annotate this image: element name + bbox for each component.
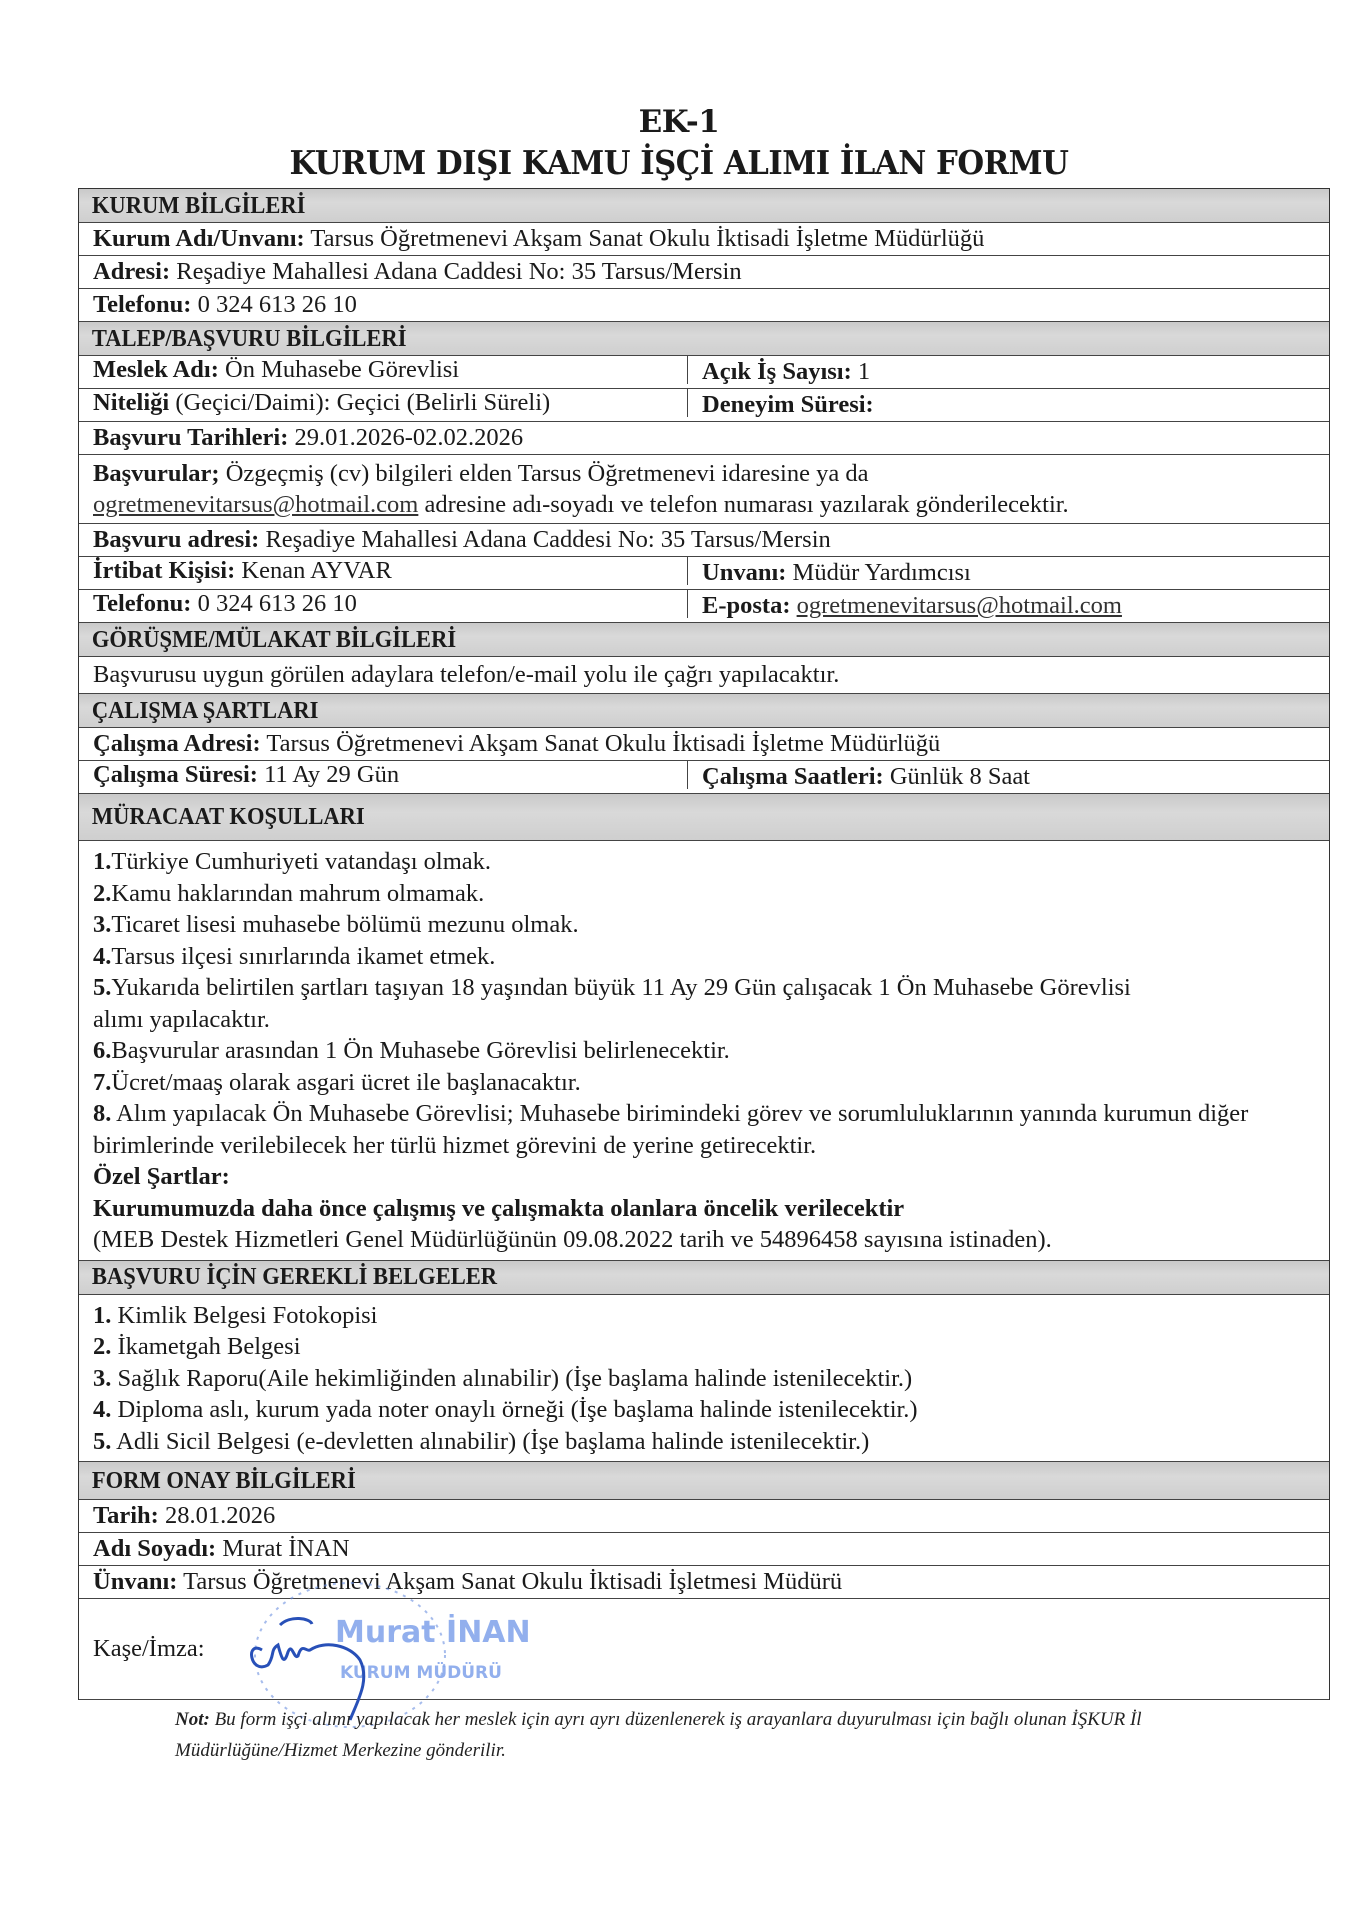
field-label: İrtibat Kişisi: <box>93 557 236 584</box>
stamp-title: KURUM MÜDÜRÜ <box>340 1663 502 1683</box>
special-conditions-ref: (MEB Destek Hizmetleri Genel Müdürlüğünün 09.08.2022 tarih ve 54896458 sayısına istinaden). <box>93 1226 1052 1253</box>
documents-body <box>79 1295 1329 1463</box>
field-label: Niteliği <box>93 389 170 416</box>
list-item: 1. Kimlik Belgesi Fotokopisi <box>93 1301 378 1329</box>
field-value: Murat İNAN <box>222 1535 350 1562</box>
field-value: Özgeçmiş (cv) bilgileri elden Tarsus Öğretmenevi idaresine ya da <box>225 460 869 487</box>
kurum-address-row <box>79 256 1329 289</box>
applications-row <box>79 455 1329 524</box>
annex-label: EK-1 <box>638 104 720 140</box>
note-text: Bu form işçi alımı yapılacak her meslek için ayrı ayrı düzenlenerek iş arayanlara duyurulması için bağlı olunan İŞKUR İl Müdürlüğüne/Hizmet Merkezine gönderilir. <box>175 1709 1142 1761</box>
field-value: Müdür Yardımcısı <box>792 559 971 586</box>
job-row <box>79 356 1329 389</box>
section-title: FORM ONAY BİLGİLERİ <box>91 1466 356 1494</box>
list-item: 2.Kamu haklarından mahrum olmamak. <box>93 879 485 907</box>
section-title: ÇALIŞMA ŞARTLARI <box>91 696 319 724</box>
section-title: TALEP/BAŞVURU BİLGİLERİ <box>91 324 407 352</box>
approval-date-row <box>79 1500 1329 1533</box>
approval-name-row <box>79 1533 1329 1566</box>
section-title: MÜRACAAT KOŞULLARI <box>91 803 365 830</box>
announcement-form <box>78 188 1330 1700</box>
field-value: Başvurusu uygun görülen adaylara telefon/e-mail yolu ile çağrı yapılacaktır. <box>93 661 840 688</box>
field-label: Deneyim Süresi: <box>702 391 874 418</box>
field-value: Tarsus Öğretmenevi Akşam Sanat Okulu İktisadi İşletme Müdürlüğü <box>310 225 985 252</box>
dates-row <box>79 422 1329 455</box>
email-link[interactable]: ogretmenevitarsus@hotmail.com <box>796 592 1122 619</box>
field-value: 0 324 613 26 10 <box>197 291 357 318</box>
field-value: 0 324 613 26 10 <box>197 590 357 617</box>
email-link[interactable]: ogretmenevitarsus@hotmail.com <box>93 491 419 518</box>
field-value: 11 Ay 29 Gün <box>264 761 400 788</box>
field-label: Ünvanı: <box>93 1568 178 1595</box>
field-label: Tarih: <box>93 1502 159 1529</box>
contact-phone-row <box>79 590 1329 623</box>
list-item: 4. Diploma aslı, kurum yada noter onaylı örneği (İşe başlama halinde istenilecektir.) <box>93 1396 918 1423</box>
list-item: 1.Türkiye Cumhuriyeti vatandaşı olmak. <box>93 848 492 875</box>
special-conditions-text: Kurumumuzda daha önce çalışmış ve çalışmakta olanlara öncelik verilecektir <box>93 1194 905 1222</box>
field-value: Tarsus Öğretmenevi Akşam Sanat Okulu İktisadi İşletmesi Müdürü <box>183 1568 843 1595</box>
kurum-name-row <box>79 223 1329 256</box>
list-item: 3. Sağlık Raporu(Aile hekimliğinden alınabilir) (İşe başlama halinde istenilecektir.) <box>93 1364 913 1392</box>
field-value: Reşadiye Mahallesi Adana Caddesi No: 35 Tarsus/Mersin <box>265 526 831 553</box>
work-duration-row <box>79 761 1329 794</box>
section-muracaat-header <box>79 794 1329 841</box>
field-label: Meslek Adı: <box>93 356 219 383</box>
section-talep-header <box>79 322 1329 356</box>
documents-list <box>79 1295 932 1462</box>
field-value: Günlük 8 Saat <box>889 763 1030 790</box>
section-title: KURUM BİLGİLERİ <box>91 191 306 219</box>
field-label: Başvuru Tarihleri: <box>93 424 289 451</box>
list-item: 5.Yukarıda belirtilen şartları taşıyan 18 yaşından büyük 11 Ay 29 Gün çalışacak 1 Ön Muhasebe Görevlisi alımı yapılacaktır. <box>93 974 1131 1033</box>
list-item: 5. Adli Sicil Belgesi (e-devletten alınabilir) (İşe başlama halinde istenilecektir.) <box>93 1427 870 1455</box>
field-value: Tarsus Öğretmenevi Akşam Sanat Okulu İktisadi İşletme Müdürlüğü <box>266 730 941 757</box>
list-item: 7.Ücret/maaş olarak asgari ücret ile başlanacaktır. <box>93 1068 581 1096</box>
field-label: Kurum Adı/Unvanı: <box>93 225 305 252</box>
contact-row <box>79 557 1329 590</box>
field-label: E-posta: <box>702 592 791 619</box>
field-value: Kenan AYVAR <box>241 557 392 584</box>
field-label: Başvurular; <box>93 460 220 487</box>
list-item: 4.Tarsus ilçesi sınırlarında ikamet etmek. <box>93 942 496 970</box>
section-title: GÖRÜŞME/MÜLAKAT BİLGİLERİ <box>91 625 457 653</box>
list-item: 8. Alım yapılacak Ön Muhasebe Görevlisi; Muhasebe birimindeki görev ve sorumluluklarının yanında kurumun diğer birimlerinde verilebilecek her türlü hizmet görevini de yerine getirecektir. <box>93 1100 1249 1159</box>
section-calisma-header <box>79 694 1329 728</box>
field-value: 29.01.2026-02.02.2026 <box>294 424 524 451</box>
list-item: 3.Ticaret lisesi muhasebe bölümü mezunu olmak. <box>93 911 579 938</box>
section-gorusme-header <box>79 623 1329 657</box>
interview-row <box>79 657 1329 694</box>
kurum-phone-row <box>79 289 1329 322</box>
field-label: Kaşe/İmza: <box>93 1635 205 1662</box>
conditions-body <box>79 841 1329 1261</box>
work-address-row <box>79 728 1329 761</box>
field-value: Geçici (Belirli Süreli) <box>336 389 551 416</box>
field-value: adresine adı-soyadı ve telefon numarası yazılarak gönderilecektir. <box>424 491 1069 518</box>
field-label: Adı Soyadı: <box>93 1535 217 1562</box>
list-item: 2. İkametgah Belgesi <box>93 1333 301 1360</box>
field-label: Çalışma Süresi: <box>93 761 258 788</box>
stamp-name: Murat İNAN <box>335 1615 531 1650</box>
section-onay-header <box>79 1462 1329 1500</box>
footnote <box>175 1704 1275 1766</box>
note-label: Not: <box>175 1709 210 1730</box>
field-label: Telefonu: <box>93 291 192 318</box>
field-label: Başvuru adresi: <box>93 526 260 553</box>
section-title: BAŞVURU İÇİN GEREKLİ BELGELER <box>91 1263 498 1290</box>
app-address-row <box>79 524 1329 557</box>
field-label: Telefonu: <box>93 590 192 617</box>
field-value: Reşadiye Mahallesi Adana Caddesi No: 35 Tarsus/Mersin <box>176 258 742 285</box>
field-value: 1 <box>857 358 871 385</box>
form-title: KURUM DIŞI KAMU İŞÇİ ALIMI İLAN FORMU <box>289 143 1069 182</box>
field-value: 28.01.2026 <box>164 1502 276 1529</box>
field-hint: (Geçici/Daimi): <box>175 389 331 416</box>
special-conditions-label: Özel Şartlar: <box>93 1163 230 1190</box>
field-label: Açık İş Sayısı: <box>702 358 852 385</box>
signature-stroke <box>280 1618 312 1625</box>
conditions-list <box>79 841 1329 1260</box>
field-label: Çalışma Saatleri: <box>702 763 884 790</box>
field-label: Unvanı: <box>702 559 787 586</box>
field-label: Çalışma Adresi: <box>93 730 261 757</box>
section-belgeler-header <box>79 1261 1329 1295</box>
section-kurum-header <box>79 189 1329 223</box>
field-label: Adresi: <box>93 258 171 285</box>
nature-row <box>79 389 1329 422</box>
list-item: 6.Başvurular arasından 1 Ön Muhasebe Görevlisi belirlenecektir. <box>93 1037 730 1064</box>
field-value: Ön Muhasebe Görevlisi <box>225 356 460 383</box>
